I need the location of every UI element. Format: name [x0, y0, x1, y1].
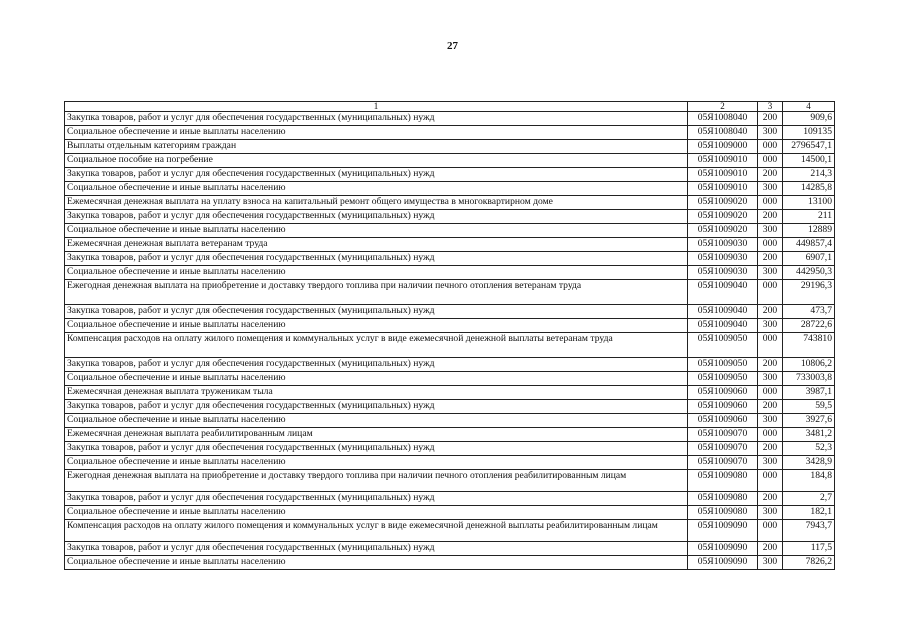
row-name-cell: Закупка товаров, работ и услуг для обеспечения государственных (муниципальных) нужд: [65, 358, 688, 372]
row-expense-type-cell: 300: [758, 456, 783, 470]
row-code-cell: 05Я1009060: [688, 414, 758, 428]
table-row: [65, 182, 835, 196]
table-row: [65, 126, 835, 140]
row-amount-cell: 3927,6: [783, 414, 835, 428]
row-amount-cell: 10806,2: [783, 358, 835, 372]
row-name-cell: Закупка товаров, работ и услуг для обеспечения государственных (муниципальных) нужд: [65, 442, 688, 456]
row-code-cell: 05Я1009030: [688, 252, 758, 266]
row-name-cell: Социальное пособие на погребение: [65, 154, 688, 168]
table-row: [65, 542, 835, 556]
row-amount-cell: 733003,8: [783, 372, 835, 386]
table-row: [65, 456, 835, 470]
row-amount-cell: 7943,7: [783, 520, 835, 542]
row-name-cell: Закупка товаров, работ и услуг для обеспечения государственных (муниципальных) нужд: [65, 168, 688, 182]
table-row: [65, 400, 835, 414]
table-row: [65, 372, 835, 386]
row-name-cell: Ежегодная денежная выплата на приобретение и доставку твердого топлива при наличии печного отопления реабилитированным лицам: [65, 470, 688, 492]
row-amount-cell: 12889: [783, 224, 835, 238]
row-name-cell: Закупка товаров, работ и услуг для обеспечения государственных (муниципальных) нужд: [65, 112, 688, 126]
row-expense-type-cell: 200: [758, 168, 783, 182]
row-name-cell: Социальное обеспечение и иные выплаты населению: [65, 266, 688, 280]
table-row: [65, 414, 835, 428]
row-amount-cell: 109135: [783, 126, 835, 140]
page-number: 27: [447, 40, 458, 52]
row-code-cell: 05Я1008040: [688, 126, 758, 140]
row-amount-cell: 442950,3: [783, 266, 835, 280]
row-amount-cell: 52,3: [783, 442, 835, 456]
row-expense-type-cell: 300: [758, 126, 783, 140]
row-code-cell: 05Я1009070: [688, 456, 758, 470]
row-expense-type-cell: 000: [758, 280, 783, 305]
row-name-cell: Ежегодная денежная выплата на приобретение и доставку твердого топлива при наличии печного отопления ветеранам труда: [65, 280, 688, 305]
row-code-cell: 05Я1009000: [688, 140, 758, 154]
row-code-cell: 05Я1009090: [688, 556, 758, 570]
row-name-cell: Закупка товаров, работ и услуг для обеспечения государственных (муниципальных) нужд: [65, 400, 688, 414]
row-amount-cell: 2,7: [783, 492, 835, 506]
table-row: [65, 224, 835, 238]
row-expense-type-cell: 300: [758, 224, 783, 238]
row-name-cell: Социальное обеспечение и иные выплаты населению: [65, 506, 688, 520]
table-row: [65, 238, 835, 252]
row-amount-cell: 6907,1: [783, 252, 835, 266]
row-amount-cell: 7826,2: [783, 556, 835, 570]
row-amount-cell: 29196,3: [783, 280, 835, 305]
row-code-cell: 05Я1009030: [688, 266, 758, 280]
row-amount-cell: 13100: [783, 196, 835, 210]
table-row: [65, 196, 835, 210]
row-name-cell: Закупка товаров, работ и услуг для обеспечения государственных (муниципальных) нужд: [65, 305, 688, 319]
table-row: [65, 470, 835, 492]
row-expense-type-cell: 000: [758, 470, 783, 492]
row-expense-type-cell: 300: [758, 182, 783, 196]
row-amount-cell: 184,8: [783, 470, 835, 492]
row-expense-type-cell: 000: [758, 520, 783, 542]
row-name-cell: Выплаты отдельным категориям граждан: [65, 140, 688, 154]
row-name-cell: Социальное обеспечение и иные выплаты населению: [65, 456, 688, 470]
row-expense-type-cell: 000: [758, 196, 783, 210]
row-code-cell: 05Я1009030: [688, 238, 758, 252]
row-code-cell: 05Я1009050: [688, 358, 758, 372]
row-expense-type-cell: 300: [758, 266, 783, 280]
row-name-cell: Закупка товаров, работ и услуг для обеспечения государственных (муниципальных) нужд: [65, 252, 688, 266]
table-row: [65, 266, 835, 280]
row-code-cell: 05Я1009090: [688, 542, 758, 556]
row-code-cell: 05Я1009080: [688, 492, 758, 506]
row-name-cell: Компенсация расходов на оплату жилого помещения и коммунальных услуг в виде ежемесячной денежной выплаты реабилитированным лицам: [65, 520, 688, 542]
budget-table: [64, 101, 835, 570]
row-amount-cell: 214,3: [783, 168, 835, 182]
row-amount-cell: 2796547,1: [783, 140, 835, 154]
row-amount-cell: 909,6: [783, 112, 835, 126]
table-row: [65, 506, 835, 520]
table-row: [65, 252, 835, 266]
row-amount-cell: 473,7: [783, 305, 835, 319]
row-code-cell: 05Я1009010: [688, 154, 758, 168]
table-row: [65, 386, 835, 400]
row-name-cell: Ежемесячная денежная выплата реабилитированным лицам: [65, 428, 688, 442]
row-expense-type-cell: 300: [758, 556, 783, 570]
table-row: [65, 520, 835, 542]
table-row: [65, 280, 835, 305]
table-row: [65, 210, 835, 224]
row-expense-type-cell: 200: [758, 305, 783, 319]
table-row: [65, 333, 835, 358]
row-expense-type-cell: 300: [758, 414, 783, 428]
row-name-cell: Ежемесячная денежная выплата труженикам тыла: [65, 386, 688, 400]
row-code-cell: 05Я1009010: [688, 182, 758, 196]
row-code-cell: 05Я1009090: [688, 520, 758, 542]
row-amount-cell: 211: [783, 210, 835, 224]
row-amount-cell: 3428,9: [783, 456, 835, 470]
row-code-cell: 05Я1009040: [688, 319, 758, 333]
row-amount-cell: 117,5: [783, 542, 835, 556]
table-row: [65, 492, 835, 506]
row-expense-type-cell: 200: [758, 442, 783, 456]
row-code-cell: 05Я1009060: [688, 400, 758, 414]
row-code-cell: 05Я1009050: [688, 372, 758, 386]
row-code-cell: 05Я1009070: [688, 442, 758, 456]
header-col-3: 3: [758, 102, 783, 112]
row-amount-cell: 743810: [783, 333, 835, 358]
row-expense-type-cell: 200: [758, 492, 783, 506]
row-code-cell: 05Я1008040: [688, 112, 758, 126]
header-col-4: 4: [783, 102, 835, 112]
row-expense-type-cell: 200: [758, 358, 783, 372]
row-expense-type-cell: 000: [758, 154, 783, 168]
table-header-row: [65, 102, 835, 112]
table-row: [65, 358, 835, 372]
row-name-cell: Социальное обеспечение и иные выплаты населению: [65, 126, 688, 140]
row-code-cell: 05Я1009060: [688, 386, 758, 400]
row-expense-type-cell: 200: [758, 112, 783, 126]
row-amount-cell: 28722,6: [783, 319, 835, 333]
row-amount-cell: 182,1: [783, 506, 835, 520]
row-code-cell: 05Я1009080: [688, 506, 758, 520]
row-expense-type-cell: 000: [758, 428, 783, 442]
row-code-cell: 05Я1009020: [688, 196, 758, 210]
row-name-cell: Ежемесячная денежная выплата ветеранам труда: [65, 238, 688, 252]
row-name-cell: Социальное обеспечение и иные выплаты населению: [65, 556, 688, 570]
header-col-2: 2: [688, 102, 758, 112]
table-row: [65, 556, 835, 570]
row-expense-type-cell: 200: [758, 542, 783, 556]
row-code-cell: 05Я1009020: [688, 210, 758, 224]
row-expense-type-cell: 000: [758, 238, 783, 252]
row-name-cell: Закупка товаров, работ и услуг для обеспечения государственных (муниципальных) нужд: [65, 210, 688, 224]
row-expense-type-cell: 300: [758, 372, 783, 386]
row-amount-cell: 3987,1: [783, 386, 835, 400]
row-expense-type-cell: 000: [758, 140, 783, 154]
table-row: [65, 442, 835, 456]
row-code-cell: 05Я1009040: [688, 280, 758, 305]
row-expense-type-cell: 300: [758, 506, 783, 520]
row-name-cell: Закупка товаров, работ и услуг для обеспечения государственных (муниципальных) нужд: [65, 542, 688, 556]
row-expense-type-cell: 000: [758, 333, 783, 358]
row-expense-type-cell: 200: [758, 400, 783, 414]
row-code-cell: 05Я1009010: [688, 168, 758, 182]
table-row: [65, 428, 835, 442]
table-row: [65, 112, 835, 126]
row-expense-type-cell: 200: [758, 252, 783, 266]
row-code-cell: 05Я1009080: [688, 470, 758, 492]
table-row: [65, 319, 835, 333]
row-name-cell: Компенсация расходов на оплату жилого помещения и коммунальных услуг в виде ежемесячной денежной выплаты ветеранам труда: [65, 333, 688, 358]
row-code-cell: 05Я1009020: [688, 224, 758, 238]
row-code-cell: 05Я1009040: [688, 305, 758, 319]
row-expense-type-cell: 200: [758, 210, 783, 224]
row-amount-cell: 3481,2: [783, 428, 835, 442]
header-col-1: 1: [65, 102, 688, 112]
row-code-cell: 05Я1009070: [688, 428, 758, 442]
row-expense-type-cell: 000: [758, 386, 783, 400]
row-name-cell: Ежемесячная денежная выплата на уплату взноса на капитальный ремонт общего имущества в многоквартирном доме: [65, 196, 688, 210]
row-name-cell: Социальное обеспечение и иные выплаты населению: [65, 372, 688, 386]
table-row: [65, 140, 835, 154]
row-name-cell: Социальное обеспечение и иные выплаты населению: [65, 224, 688, 238]
row-name-cell: Социальное обеспечение и иные выплаты населению: [65, 319, 688, 333]
row-code-cell: 05Я1009050: [688, 333, 758, 358]
row-expense-type-cell: 300: [758, 319, 783, 333]
row-amount-cell: 14500,1: [783, 154, 835, 168]
table-row: [65, 305, 835, 319]
table-row: [65, 154, 835, 168]
row-name-cell: Социальное обеспечение и иные выплаты населению: [65, 414, 688, 428]
row-name-cell: Социальное обеспечение и иные выплаты населению: [65, 182, 688, 196]
row-name-cell: Закупка товаров, работ и услуг для обеспечения государственных (муниципальных) нужд: [65, 492, 688, 506]
row-amount-cell: 14285,8: [783, 182, 835, 196]
row-amount-cell: 59,5: [783, 400, 835, 414]
table-row: [65, 168, 835, 182]
row-amount-cell: 449857,4: [783, 238, 835, 252]
